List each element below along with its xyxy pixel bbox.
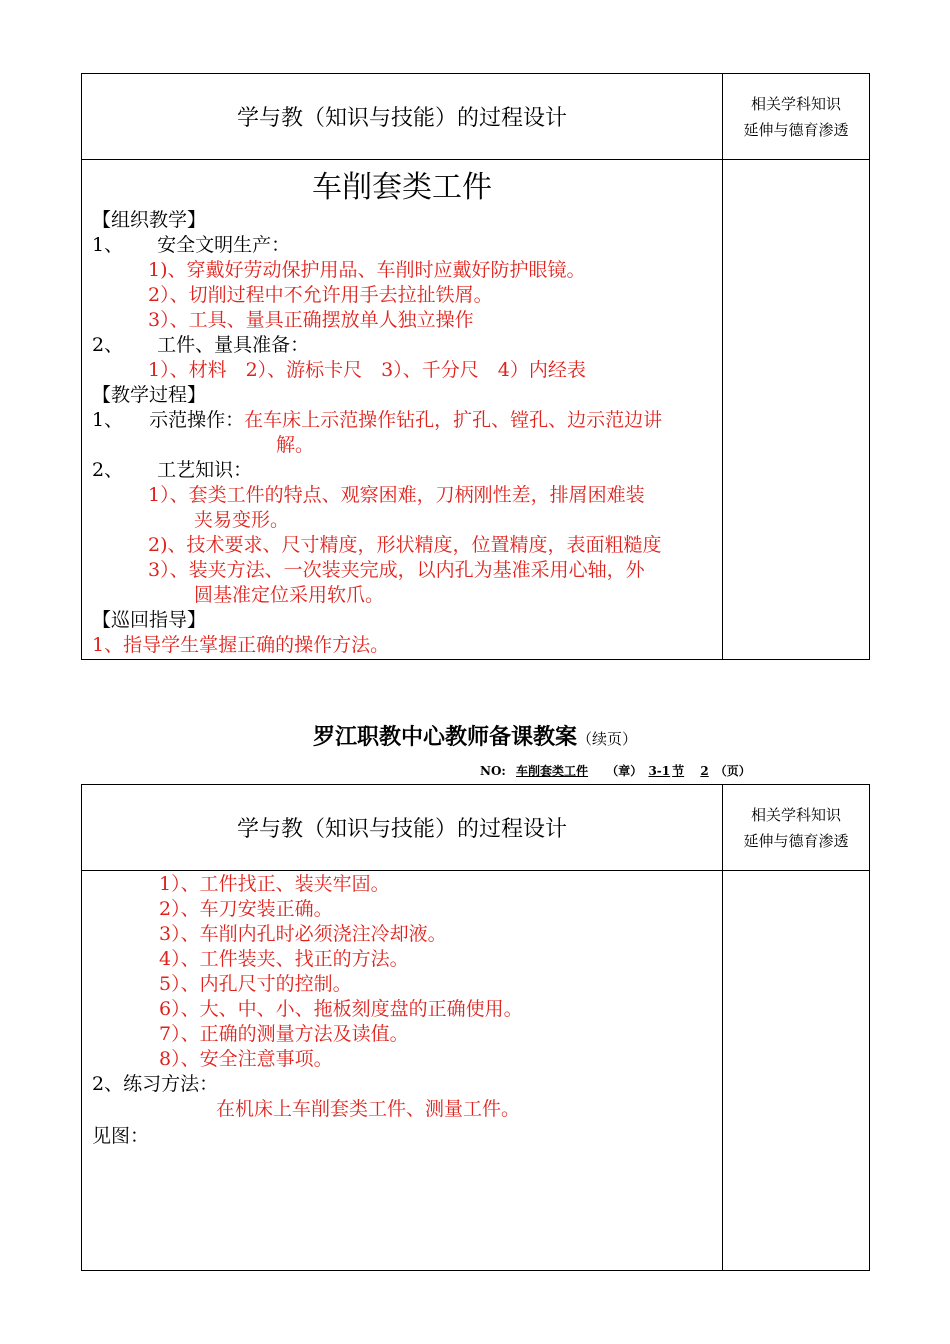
- lesson-body: [82, 208, 722, 658]
- lesson-table-2: [81, 784, 870, 1271]
- document-title-cont: （续页）: [577, 730, 638, 748]
- document-title-text: 罗江职教中心教师备课教案: [312, 724, 577, 750]
- org1-item-3: 3）、工具、量具正确摆放单人独立操作: [148, 309, 474, 331]
- patrol-item: 1、指导学生掌握正确的操作方法。: [92, 634, 390, 656]
- lesson-content-cell-2: [82, 871, 723, 1271]
- org1-item-2: 2）、切削过程中不允许用手去拉扯铁屑。: [148, 284, 493, 306]
- lesson-title: 车削套类工件: [312, 170, 492, 205]
- proc1-row: [92, 408, 722, 433]
- org1-label: 安全文明生产：: [157, 234, 291, 256]
- proc-heading: 【教学过程】: [92, 384, 207, 406]
- header-side-line1: 相关学科知识: [750, 94, 841, 113]
- no-label: NO:: [480, 764, 506, 778]
- step-item-1: 1）、工件找正、装夹牢固。: [159, 873, 390, 895]
- patrol-heading: 【巡回指导】: [92, 609, 207, 631]
- proc2-row: [92, 458, 722, 483]
- related-knowledge-header: [723, 74, 870, 160]
- lesson-number-line: [480, 762, 751, 779]
- org-heading: 【组织教学】: [92, 209, 207, 231]
- step-item-6: 6）、大、中、小、拖板刻度盘的正确使用。: [159, 998, 523, 1020]
- process-design-header: 学与教（知识与技能）的过程设计: [82, 74, 723, 160]
- step-item-2: 2）、车刀安装正确。: [159, 898, 333, 920]
- proc2-item-1-cont: 夹易变形。: [194, 509, 290, 531]
- header-side-line2: 延伸与德育渗透: [743, 120, 849, 139]
- org2-num: 2、: [92, 334, 124, 356]
- header-side-line1-2: 相关学科知识: [750, 805, 841, 824]
- proc2-label: 工艺知识：: [157, 459, 253, 481]
- lesson-body-2: [82, 871, 722, 1149]
- proc2-item-3-cont: 圆基准定位采用软爪。: [194, 584, 385, 606]
- no-section-suffix: 节: [672, 764, 685, 778]
- proc1-label: 示范操作：: [149, 409, 245, 431]
- proc1-text: 在车床上示范操作钻孔，扩孔、镗孔、边示范边讲: [244, 409, 663, 431]
- see-figure: 见图：: [92, 1125, 150, 1147]
- org2-label: 工件、量具准备：: [157, 334, 310, 356]
- related-knowledge-header-2: [723, 785, 870, 871]
- step-item-8: 8）、安全注意事项。: [159, 1048, 333, 1070]
- proc1-text-cont: 解。: [276, 434, 315, 456]
- process-design-header-2: 学与教（知识与技能）的过程设计: [82, 785, 723, 871]
- step-item-7: 7）、正确的测量方法及读值。: [159, 1023, 409, 1045]
- header-side-line2-2: 延伸与德育渗透: [743, 831, 849, 850]
- lesson-table-1: [81, 73, 870, 660]
- proc2-num: 2、: [92, 459, 124, 481]
- no-chapter-suffix: （章）: [606, 764, 643, 778]
- org2-row: [92, 333, 722, 358]
- no-section: 3-1: [648, 764, 671, 778]
- lesson-content-cell: [82, 160, 723, 660]
- practice-label: 2、练习方法：: [92, 1073, 219, 1095]
- proc2-item-2: 2)、技术要求、尺寸精度，形状精度，位置精度，表面粗糙度: [148, 534, 662, 556]
- practice-text: 在机床上车削套类工件、测量工件。: [216, 1098, 521, 1120]
- no-page: 2: [700, 764, 709, 778]
- proc2-item-3: 3）、装夹方法、一次装夹完成，以内孔为基准采用心轴，外: [148, 559, 645, 581]
- step-item-5: 5）、内孔尺寸的控制。: [159, 973, 352, 995]
- no-page-suffix: （页）: [714, 764, 751, 778]
- org2-items: 1）、材料 2）、游标卡尺 3）、千分尺 4）内经表: [148, 359, 586, 381]
- org1-item-1: 1)、穿戴好劳动保护用品、车削时应戴好防护眼镜。: [148, 259, 586, 281]
- proc1-num: 1、: [92, 409, 124, 431]
- no-chapter: 车削套类工件: [516, 764, 589, 778]
- step-item-4: 4）、工件装夹、找正的方法。: [159, 948, 409, 970]
- document-title: [0, 720, 950, 751]
- org1-row: [92, 233, 722, 258]
- related-knowledge-cell-2: [723, 871, 870, 1271]
- related-knowledge-cell: [723, 160, 870, 660]
- step-item-3: 3）、车削内孔时必须浇注冷却液。: [159, 923, 447, 945]
- proc2-item-1: 1）、套类工件的特点、观察困难，刀柄刚性差，排屑困难装: [148, 484, 645, 506]
- org1-num: 1、: [92, 234, 124, 256]
